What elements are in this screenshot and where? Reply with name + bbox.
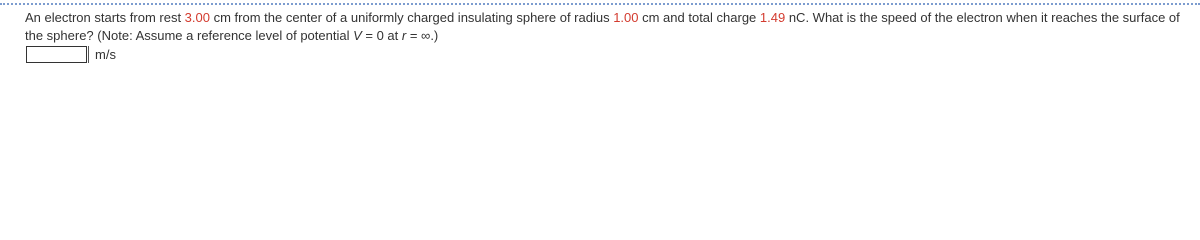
answer-input[interactable] [26,46,87,63]
question-text-part-6: = ∞.) [406,28,439,43]
question-text [25,9,1197,45]
radius-variable: r [401,28,407,43]
answer-units: m/s [88,46,116,63]
dotted-divider [0,3,1200,5]
question-text-part-2: cm from the center of a uniformly charged insulating sphere of radius [209,10,614,25]
answer-row [26,45,116,63]
question-text-part-3: cm and total charge [638,10,760,25]
question-text-part-4: nC. What is the speed of the electron when it reaches the surface of the sphere? (Note: Assume a reference level of potential [25,10,1180,43]
question-panel [0,0,1200,64]
question-text-part-1: An electron starts from rest [25,10,185,25]
given-charge-value: 1.49 [759,10,786,25]
given-radius-value: 1.00 [613,10,639,25]
question-text-part-5: = 0 at [361,28,402,43]
given-distance-value: 3.00 [184,10,210,25]
potential-variable: V [353,28,362,43]
